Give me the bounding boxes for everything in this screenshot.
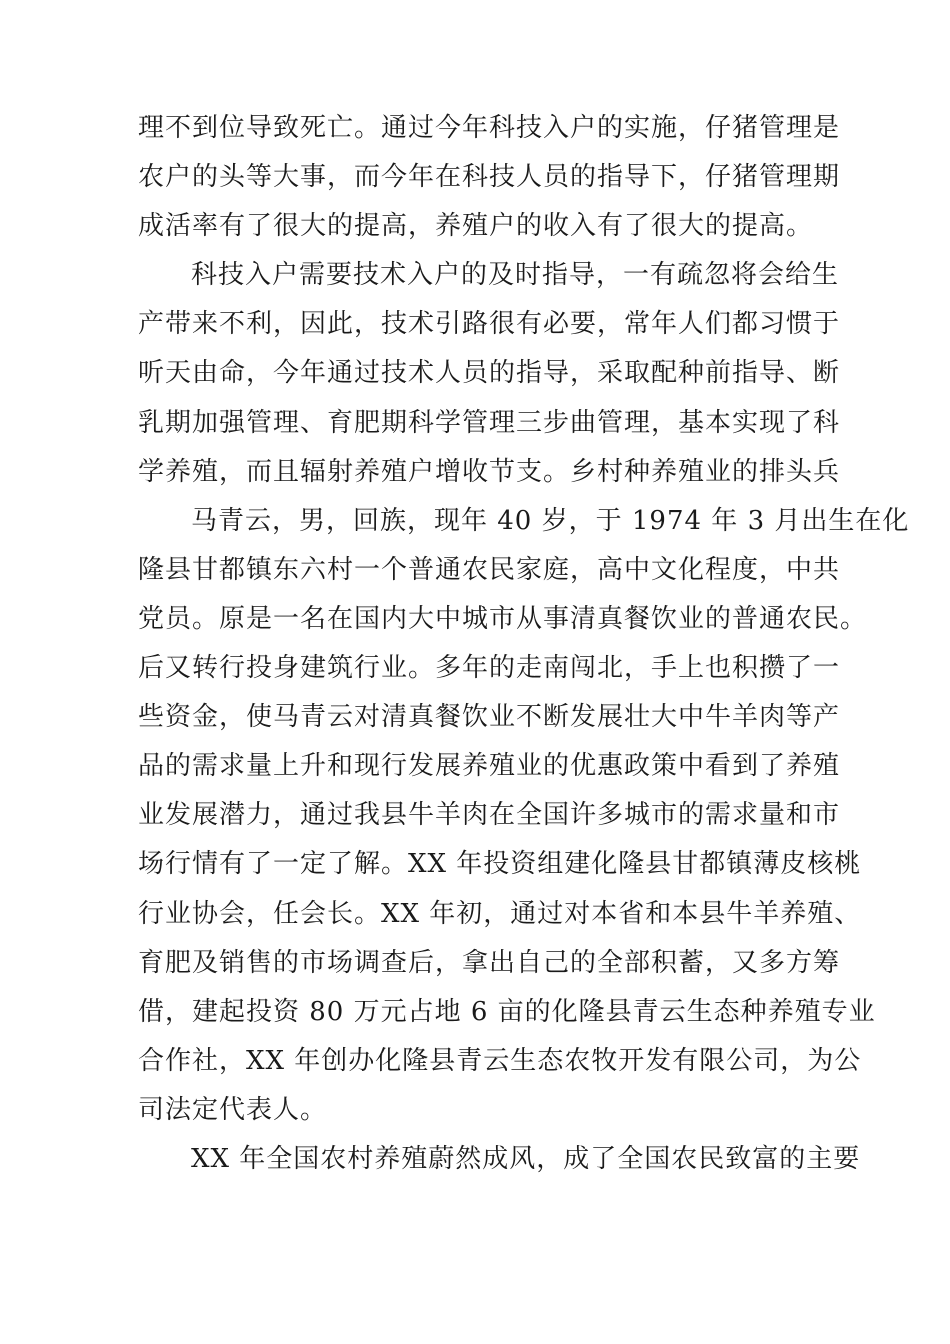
text-line: 场行情有了一定了解。XX 年投资组建化隆县甘都镇薄皮核桃 <box>138 849 862 880</box>
paragraph-first-line: 马青云，男，回族，现年 40 岁，于 1974 年 3 月出生在化 <box>191 505 910 536</box>
text-line: 理不到位导致死亡。通过今年科技入户的实施，仔猪管理是 <box>138 113 841 143</box>
text-line: 借，建起投资 80 万元占地 6 亩的化隆县青云生态种养殖专业 <box>138 996 876 1027</box>
text-line: 后又转行投身建筑行业。多年的走南闯北，手上也积攒了一 <box>138 653 841 684</box>
text-line: 品的需求量上升和现行发展养殖业的优惠政策中看到了养殖 <box>138 751 841 782</box>
body-text <box>138 104 910 1184</box>
text-line: 育肥及销售的市场调查后，拿出自己的全部积蓄，又多方筹 <box>138 947 841 978</box>
paragraph-first-line: 科技入户需要技术入户的及时指导，一有疏忽将会给生 <box>191 260 840 291</box>
text-line: 农户的头等大事，而今年在科技人员的指导下，仔猪管理期 <box>138 162 841 193</box>
paragraph-first-line: XX 年全国农村养殖蔚然成风，成了全国农民致富的主要 <box>191 1143 861 1174</box>
text-line: 司法定代表人。 <box>138 1094 328 1125</box>
text-line: 产带来不利，因此，技术引路很有必要，常年人们都习惯于 <box>138 309 841 340</box>
text-line: 些资金，使马青云对清真餐饮业不断发展壮大中牛羊肉等产 <box>138 702 841 733</box>
text-line: 学养殖，而且辐射养殖户增收节支。乡村种养殖业的排头兵 <box>138 456 841 487</box>
text-line: 隆县甘都镇东六村一个普通农民家庭，高中文化程度，中共 <box>138 554 841 585</box>
text-line: 党员。原是一名在国内大中城市从事清真餐饮业的普通农民。 <box>138 603 868 634</box>
text-line: 合作社，XX 年创办化隆县青云生态农牧开发有限公司，为公 <box>138 1045 862 1076</box>
text-line: 业发展潜力，通过我县牛羊肉在全国许多城市的需求量和市 <box>138 800 841 831</box>
text-line: 成活率有了很大的提高，养殖户的收入有了很大的提高。 <box>138 211 814 242</box>
text-line: 听天由命，今年通过技术人员的指导，采取配种前指导、断 <box>138 358 841 389</box>
text-line: 行业协会，任会长。XX 年初，通过对本省和本县牛羊养殖、 <box>138 898 862 929</box>
text-line: 乳期加强管理、育肥期科学管理三步曲管理，基本实现了科 <box>138 407 841 438</box>
